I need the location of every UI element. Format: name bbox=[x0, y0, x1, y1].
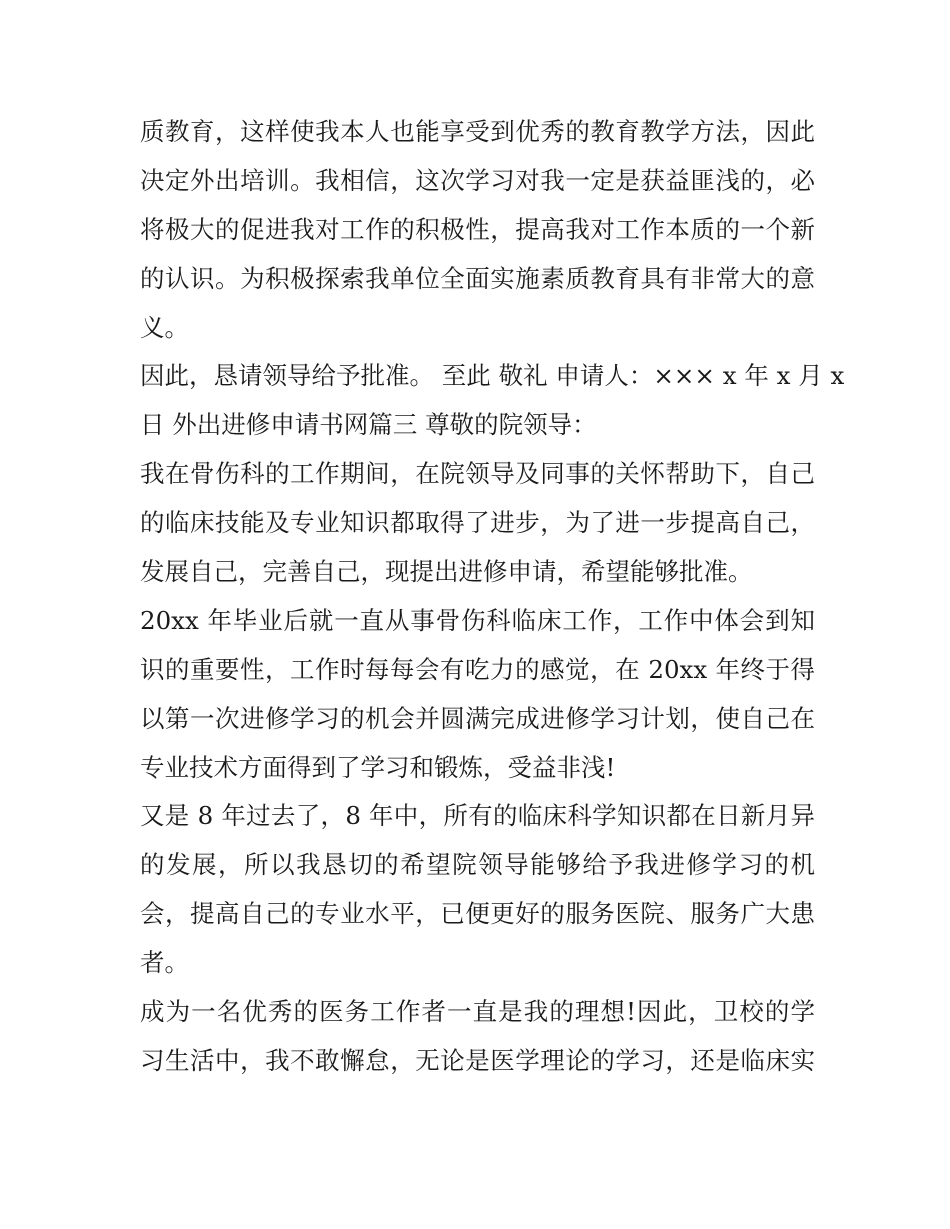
text-line: 发展自己，完善自己，现提出进修申请，希望能够批准。 bbox=[140, 557, 753, 587]
text-line: 因此，恳请领导给予批准。 至此 敬礼 申请人：××× x 年 x 月 x bbox=[140, 361, 845, 391]
text-line: 我在骨伤科的工作期间，在院领导及同事的关怀帮助下，自己 bbox=[140, 459, 815, 489]
text-line: 以第一次进修学习的机会并圆满完成进修学习计划，使自己在 bbox=[140, 703, 815, 733]
text-line: 的发展，所以我恳切的希望院领导能够给予我进修学习的机 bbox=[140, 850, 815, 880]
text-line: 专业技术方面得到了学习和锻炼，受益非浅! bbox=[140, 752, 616, 782]
text-line: 的临床技能及专业知识都取得了进步，为了进一步提高自己， bbox=[140, 508, 815, 538]
text-line: 成为一名优秀的医务工作者一直是我的理想!因此，卫校的学 bbox=[140, 997, 815, 1027]
document-body bbox=[140, 108, 845, 1086]
text-line: 将极大的促进我对工作的积极性，提高我对工作本质的一个新 bbox=[140, 214, 815, 244]
text-line: 义。 bbox=[140, 312, 189, 342]
text-line: 又是 8 年过去了，8 年中，所有的临床科学知识都在日新月异 bbox=[140, 801, 815, 831]
text-line: 决定外出培训。我相信，这次学习对我一定是获益匪浅的，必 bbox=[140, 165, 815, 195]
text-line: 质教育，这样使我本人也能享受到优秀的教育教学方法，因此 bbox=[140, 117, 815, 146]
text-line: 的认识。为积极探索我单位全面实施素质教育具有非常大的意 bbox=[140, 263, 815, 293]
text-line: 日 外出进修申请书网篇三 尊敬的院领导： bbox=[140, 410, 597, 440]
text-line: 20xx 年毕业后就一直从事骨伤科临床工作，工作中体会到知 bbox=[140, 605, 815, 635]
text-line: 识的重要性，工作时每每会有吃力的感觉，在 20xx 年终于得 bbox=[140, 654, 815, 684]
text-line: 习生活中，我不敢懈怠，无论是医学理论的学习，还是临床实 bbox=[140, 1045, 815, 1075]
text-line: 会，提高自己的专业水平，已便更好的服务医院、服务广大患 bbox=[140, 899, 815, 929]
text-line: 者。 bbox=[140, 948, 189, 978]
